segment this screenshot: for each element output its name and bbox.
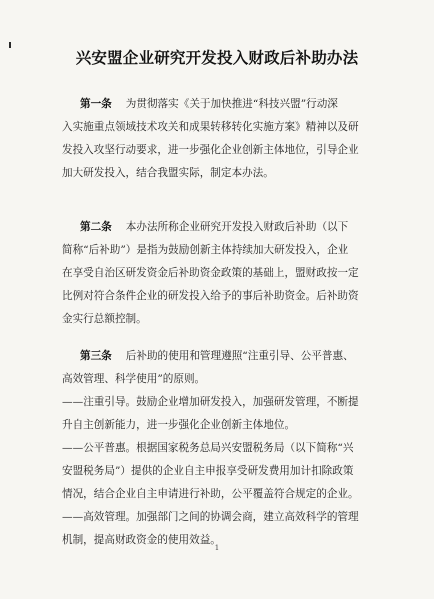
article-2-line-4: 比例对符合条件企业的研发投入给予的事后补助资金。后补助资 [62, 290, 359, 302]
article-1-line-4: 加大研发投入，结合我盟实际，制定本办法。 [62, 167, 274, 179]
article-1 [62, 93, 384, 185]
article-2-line-2: 简称“后补助”）是指为鼓励创新主体持续加大研发投入，企业 [62, 244, 349, 256]
article-3-line-7: 情况，结合企业自主申请进行补助，公平覆盖符合规定的企业。 [62, 488, 359, 500]
article-2 [62, 216, 384, 331]
article-3-line-6: 安盟税务局”）提供的企业自主申报享受研发费用加计扣除政策 [62, 465, 354, 477]
page-number: 1 [214, 544, 220, 552]
article-1-line-1: 第一条 为贯彻落实《关于加快推进“科技兴盟”行动深 [80, 98, 338, 110]
article-3 [62, 345, 384, 552]
article-3-line-9: 机制，提高财政资金的使用效益。 [62, 534, 221, 546]
article-1-line-2: 入实施重点领域技术攻关和成果转移转化实施方案》精神以及研 [62, 121, 359, 133]
article-3-line-3: ——注重引导。鼓励企业增加研发投入，加强研发管理，不断提 [62, 396, 359, 408]
article-3-line-8: ——高效管理。加强部门之间的协调会商，建立高效科学的管理 [62, 511, 359, 523]
article-2-line-3: 在享受自治区研发资金后补助资金政策的基础上，盟财政按一定 [62, 267, 359, 279]
article-3-label: 第三条 [80, 350, 112, 362]
article-3-line-2: 高效管理、科学使用”的原则。 [62, 373, 206, 385]
article-2-label: 第二条 [80, 221, 112, 233]
article-3-line-5: ——公平普惠。根据国家税务总局兴安盟税务局（以下简称“兴 [62, 442, 354, 454]
document-title: 兴安盟企业研究开发投入财政后补助办法 [75, 48, 359, 67]
article-2-line-5: 金实行总额控制。 [62, 313, 147, 325]
article-2-line-1: 第二条 本办法所称企业研究开发投入财政后补助（以下 [80, 221, 349, 233]
article-3-line-1: 第三条 后补助的使用和管理遵照“注重引导、公平普惠、 [80, 350, 354, 362]
article-1-label: 第一条 [80, 98, 112, 110]
article-3-line-4: 升自主创新能力，进一步强化企业创新主体地位。 [62, 419, 296, 431]
article-1-line-3: 发投入攻坚行动要求，进一步强化企业创新主体地位，引导企业 [62, 144, 359, 156]
